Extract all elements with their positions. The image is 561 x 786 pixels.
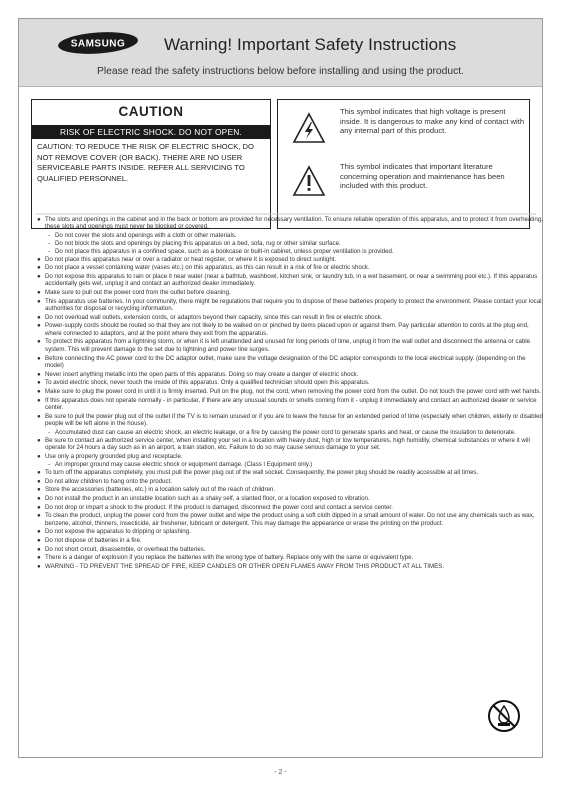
instruction-item	[37, 486, 543, 493]
bullet-icon: ●	[37, 354, 41, 362]
instruction-item	[37, 397, 543, 412]
bullet-icon: ●	[37, 452, 41, 460]
instruction-text: Be sure to pull the power plug out of the outlet if the TV is to remain unused or if you are to leave the house for an extended period of time (especially when children, elderly or disabled people will be left alone in the house).	[45, 412, 543, 428]
bullet-icon: ●	[37, 289, 41, 296]
caution-text: CAUTION: TO REDUCE THE RISK OF ELECTRIC SHOCK, DO NOT REMOVE COVER (OR BACK). THERE ARE NO USER SERVICEABLE PARTS INSIDE. REFER ALL SERVICING TO QUALIFIED PERSONNEL.	[37, 142, 254, 183]
instruction-item	[37, 478, 543, 485]
instruction-text: Do not dispose of batteries in a fire.	[45, 537, 142, 545]
bullet-icon: ●	[37, 545, 41, 553]
svg-text:SAMSUNG: SAMSUNG	[70, 38, 126, 50]
instruction-item	[37, 469, 543, 476]
instruction-item	[37, 216, 543, 231]
instruction-subitem	[37, 461, 543, 468]
instruction-item	[37, 528, 543, 535]
instruction-text: Do not drop or impart a shock to the product. If the product is damaged, disconnect the power cord and contact a service center.	[45, 503, 393, 511]
instruction-item	[37, 273, 543, 288]
samsung-logo	[57, 31, 139, 55]
bullet-icon: ●	[37, 264, 41, 272]
instruction-text: Be sure to contact an authorized service center, when installing your set in a location with heavy dust, high or low temperatures, high humidity, chemical substances or where it will operate for 24 hours a day such as in an airport, a train station, etc. Failure to do so may cause serious damage to your set.	[45, 436, 530, 452]
bullet-icon: ●	[37, 469, 41, 477]
dash-marker: -	[48, 461, 51, 469]
bullet-icon: ●	[37, 486, 41, 494]
instruction-item	[37, 371, 543, 378]
instruction-text: Do not install the product in an unstable location such as a shaky self, a slanted floor, or a location exposed to vibration.	[45, 495, 370, 503]
subitem-text: Do not block the slots and openings by placing this apparatus on a bed, sofa, rug or other similar surface.	[55, 239, 341, 247]
instruction-text: Do not expose this apparatus to rain or place it near water (near a bathtub, washbowl, kitchen sink, or laundry tub, in a wet basement, or near a swimming pool etc.). If this apparatus accidentally gets wet, unplug it and contact an authorized dealer immediately.	[45, 272, 538, 288]
bullet-icon: ●	[37, 412, 41, 420]
instruction-item	[37, 388, 543, 395]
subitem-text: An improper ground may cause electric shock or equipment damage. (Class l Equipment only.)	[55, 461, 313, 469]
instruction-item	[37, 298, 543, 313]
instruction-text: To turn off the apparatus completely, you must pull the power plug out of the wall socket. Consequently, the power plug should be readily accessible at all times.	[45, 469, 479, 477]
instruction-text: If this apparatus does not operate normally - in particular, if there are any unusual sounds or smells coming from it - unplug it immediately and contact an authorized dealer or service center.	[45, 396, 537, 412]
bullet-icon: ●	[37, 554, 41, 562]
instruction-text: Power-supply cords should be routed so that they are not likely to be walked on or pinched by items placed upon or against them. Pay particular attention to cords at the plug end, where connected to adaptors, and at the point where they exit from the apparatus.	[45, 322, 529, 337]
bullet-icon: ●	[37, 370, 41, 378]
instruction-text: Do not expose the apparatus to dripping or splashing.	[45, 528, 191, 536]
bullet-icon: ●	[37, 322, 41, 330]
instruction-item	[37, 437, 543, 452]
bullet-icon: ●	[37, 436, 41, 444]
instruction-item	[37, 355, 543, 370]
instruction-item	[37, 563, 543, 570]
instruction-text: Do not short circuit, disassemble, or overheat the batteries.	[45, 545, 206, 553]
instruction-text: Before connecting the AC power cord to the DC adaptor outlet, make sure the voltage designation of the DC adaptor corresponds to the local electrical supply. (depending on the model)	[45, 354, 526, 370]
instruction-item	[37, 264, 543, 271]
page-title: Warning! Important Safety Instructions	[164, 35, 457, 54]
page-subtitle: Please read the safety instructions below before installing and using the product.	[97, 66, 464, 77]
instruction-item	[37, 512, 543, 527]
instruction-subitem	[37, 240, 543, 247]
bullet-icon: ●	[37, 477, 41, 485]
instruction-item	[37, 453, 543, 460]
subitem-text: Accumulated dust can cause an electric shock, an electric leakage, or a fire by causing the power cord to generate sparks and heat, or cause the insulation to deteriorate.	[55, 428, 516, 436]
no-water-splash-icon	[487, 699, 521, 733]
bullet-icon: ●	[37, 537, 41, 545]
instruction-item	[37, 554, 543, 561]
bullet-icon: ●	[37, 387, 41, 395]
dash-marker: -	[48, 428, 51, 436]
bullet-icon: ●	[37, 503, 41, 511]
instruction-text: Do not overload wall outlets, extension cords, or adaptors beyond their capacity, since this can result in fire or electric shock.	[45, 313, 383, 321]
instruction-subitem	[37, 429, 543, 436]
instruction-text: To protect this apparatus from a lightning storm, or when it is left unattended and unused for long periods of time, unplug it from the wall outlet and disconnect the antenna or cable system. This will prevent damage to the set due to lightning and power line surges.	[45, 338, 531, 353]
instruction-text: The slots and openings in the cabinet and in the back or bottom are provided for necessary ventilation. To ensure reliable operation of this apparatus, and to protect it from overheating, these slots and openings must never be blocked or covered.	[45, 216, 543, 231]
instruction-text: Do not allow children to hang onto the product.	[45, 477, 172, 485]
instruction-item	[37, 546, 543, 553]
bullet-icon: ●	[37, 379, 41, 387]
instruction-item	[37, 504, 543, 511]
bullet-icon: ●	[37, 495, 41, 503]
section-divider	[36, 213, 536, 215]
instruction-text: There is a danger of explosion if you replace the batteries with the wrong type of battery. Replace only with the same or equivalent type.	[45, 554, 414, 562]
bullet-icon: ●	[37, 272, 41, 280]
instruction-text: This apparatus use batteries. In your community, there might be regulations that require you to dispose of these batteries properly to protect the environment. Please contact your local authorities for disposal or recycling information.	[45, 297, 542, 313]
caution-box	[31, 99, 271, 229]
instruction-item	[37, 413, 543, 428]
manual-page	[18, 18, 543, 758]
exclamation-triangle-icon	[292, 165, 326, 197]
safety-instructions-list	[37, 216, 543, 572]
instruction-item	[37, 379, 543, 386]
instruction-item	[37, 256, 543, 263]
instruction-subitem	[37, 248, 543, 255]
instruction-text: Use only a properly grounded plug and receptacle.	[45, 452, 183, 460]
instruction-item	[37, 289, 543, 296]
caution-title: CAUTION	[118, 104, 184, 119]
instruction-text: Do not place a vessel containing water (vases etc.) on this apparatus, as this can result in a risk of fire or electric shock.	[45, 264, 370, 272]
dash-marker: -	[48, 247, 51, 255]
dash-marker: -	[48, 239, 51, 247]
instruction-item	[37, 338, 543, 353]
instruction-item	[37, 314, 543, 321]
page-header	[19, 19, 542, 87]
instruction-item	[37, 322, 543, 337]
bullet-icon: ●	[37, 528, 41, 536]
caution-bar: RISK OF ELECTRIC SHOCK. DO NOT OPEN.	[32, 125, 270, 139]
bullet-icon: ●	[37, 313, 41, 321]
bullet-icon: ●	[37, 297, 41, 305]
subitem-text: Do not place this apparatus in a confined space, such as a bookcase or built-in cabinet, unless proper ventilation is provided.	[55, 247, 394, 255]
symbols-box	[277, 99, 530, 229]
bullet-icon: ●	[37, 396, 41, 404]
instruction-text: Make sure to plug the power cord in until it is firmly inserted. Pull on the plug, not the cord, when removing the power cord from the outlet. Do not touch the power cord with wet hands.	[45, 387, 541, 395]
bullet-icon: ●	[37, 512, 41, 520]
bullet-icon: ●	[37, 255, 41, 263]
instruction-text: Make sure to pull out the power cord from the outlet before cleaning.	[45, 289, 231, 296]
literature-symbol-text: This symbol indicates that important literature concerning operation and maintenance has been included with this product.	[340, 162, 505, 191]
voltage-symbol-text: This symbol indicates that high voltage is present inside. It is dangerous to make any kind of contact with any internal part of this product.	[340, 107, 525, 136]
instruction-subitem	[37, 232, 543, 239]
instruction-text: WARNING - TO PREVENT THE SPREAD OF FIRE, KEEP CANDLES OR OTHER OPEN FLAMES AWAY FROM THIS PRODUCT AT ALL TIMES.	[45, 563, 444, 571]
bullet-icon: ●	[37, 563, 41, 571]
instruction-text: To avoid electric shock, never touch the inside of this apparatus. Only a qualified technician should open this apparatus.	[45, 379, 370, 387]
subitem-text: Do not cover the slots and openings with a cloth or other materials.	[55, 232, 237, 240]
bullet-icon: ●	[37, 338, 41, 346]
dash-marker: -	[48, 232, 51, 240]
instruction-item	[37, 537, 543, 544]
bullet-icon: ●	[37, 216, 41, 223]
instruction-text: Do not place this apparatus near or over a radiator or heat register, or where it is exposed to direct sunlight.	[45, 255, 337, 263]
instruction-text: Never insert anything metallic into the open parts of this apparatus. Doing so may create a danger of electric shock.	[45, 370, 359, 378]
instruction-text: Store the accessories (batteries, etc.) in a location safely out of the reach of children.	[45, 486, 276, 494]
instruction-text: To clean the product, unplug the power cord from the power outlet and wipe the product using a soft cloth dipped in a small amount of water. Do not use any chemicals such as wax, benzene, alcohol, thinners, insecticide, air freshener, lubricant or detergent. This may damage the appearance or erase the printing on the product.	[45, 512, 535, 527]
page-number: - 2 -	[274, 769, 287, 776]
lightning-triangle-icon	[292, 112, 326, 144]
instruction-item	[37, 495, 543, 502]
